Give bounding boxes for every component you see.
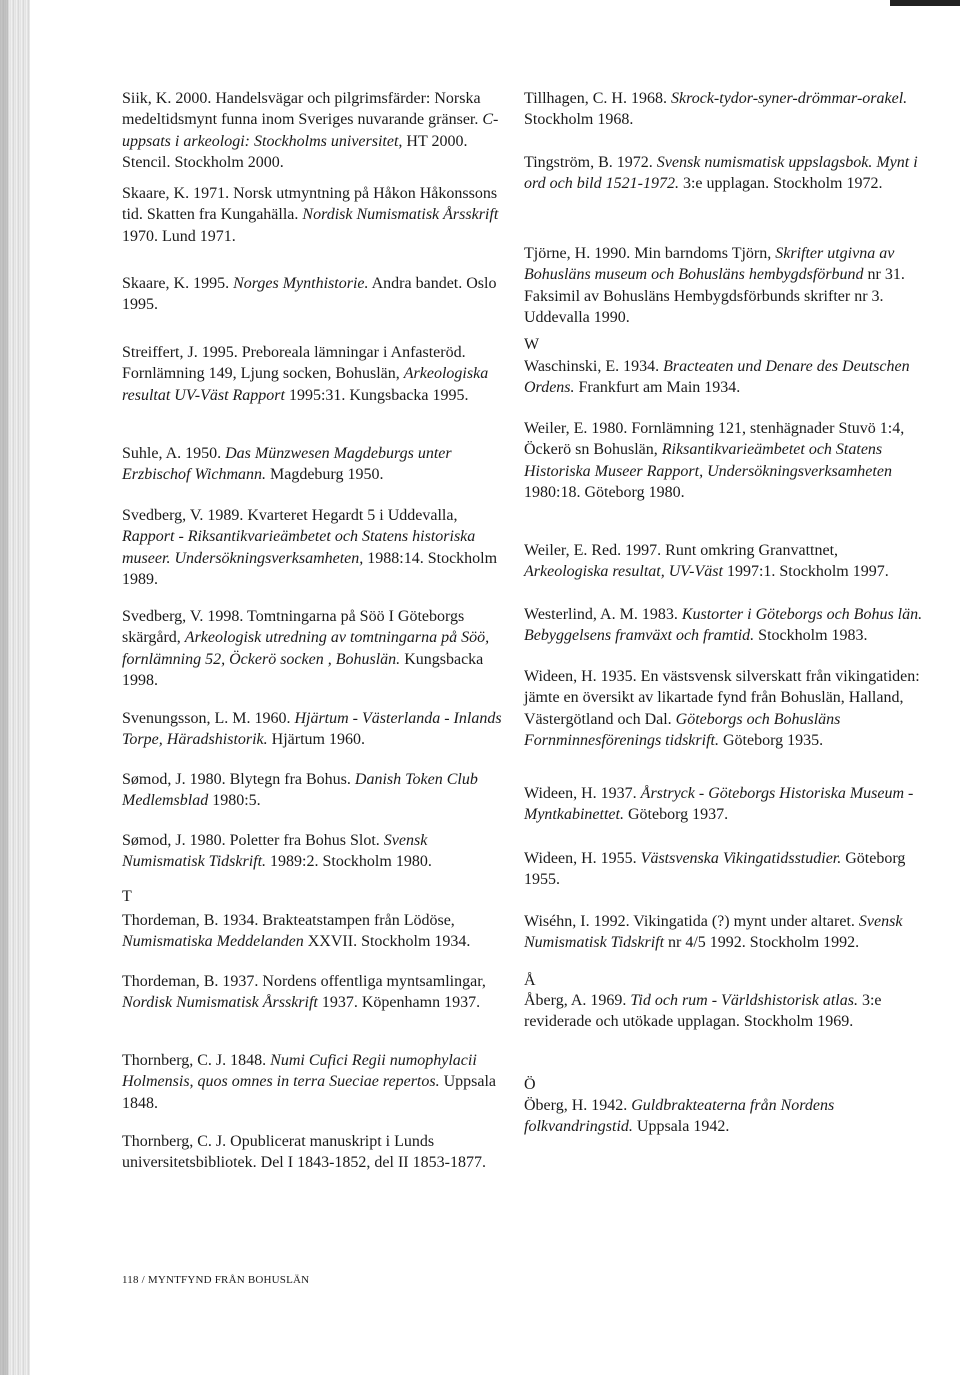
entry-title-italic: Göteborgs och Bohusläns Fornminnesförenings tidskrift. <box>524 710 841 749</box>
entry-text: Frankfurt am Main 1934. <box>574 379 741 397</box>
entry-text: 1937. Köpenhamn 1937. <box>317 994 481 1012</box>
entry-text: Uppsala 1942. <box>632 1118 730 1136</box>
entry-text: Andra bandet. Oslo 1995. <box>122 275 497 314</box>
entry-text: XXVII. Stockholm 1934. <box>303 933 471 951</box>
entry-title-italic: Nordisk Numismatisk Årsskrift <box>302 206 499 224</box>
entry-text: 1988:14. Stockholm 1989. <box>122 549 498 588</box>
entry-title-italic: Västsvenska Vikingatidsstudier. <box>640 850 842 867</box>
bibliography-entry <box>122 606 502 691</box>
section-letter: T <box>122 888 132 905</box>
section-letter: Å <box>524 972 536 989</box>
entry-title-italic: Hjärtum - Västerlanda - Inlands Torpe, Häradshistorik. <box>122 710 502 749</box>
bibliography-entry <box>524 418 924 503</box>
entry-text: Tjörne, H. 1990. Min barndoms Tjörn, <box>524 245 776 262</box>
entry-title-italic: Das Münzwesen Magdeburgs unter Erzbischof Wichmann. <box>122 445 452 484</box>
entry-title-italic: Nordisk Numismatisk Årsskrift <box>122 994 318 1012</box>
entry-title-italic: Norges Mynthistorie. <box>233 275 369 292</box>
bibliography-entry <box>122 183 502 247</box>
entry-title-italic: Numismatiska Meddelanden <box>122 933 304 951</box>
scan-edge-dark-strip <box>0 0 8 1375</box>
entry-text: Thordeman, B. 1937. Nordens offentliga myntsamlingar, <box>122 973 486 990</box>
bibliography-entry <box>122 971 502 1014</box>
entry-title-italic: Svensk numismatisk uppslagsbok. Mynt i ord och bild 1521-1972. <box>524 154 918 193</box>
entry-text: 3:e reviderade och utökade upplagan. Stockholm 1969. <box>524 992 882 1031</box>
entry-text: 1997:1. Stockholm 1997. <box>722 563 889 581</box>
entry-text: HT 2000. Stencil. Stockholm 2000. <box>122 132 468 171</box>
entry-title-italic: Arkeologiska resultat, UV-Väst <box>524 563 723 581</box>
entry-text: Wideen, H. 1937. <box>524 785 641 802</box>
entry-text: Suhle, A. 1950. <box>122 445 226 462</box>
entry-text: nr 4/5 1992. Stockholm 1992. <box>664 934 860 952</box>
entry-text: Weiler, E. Red. 1997. Runt omkring Granvattnet, <box>524 542 839 559</box>
entry-text: Kungsbacka 1998. <box>122 650 484 689</box>
bibliography-entry <box>122 1131 502 1174</box>
bibliography-entry <box>122 273 502 316</box>
bibliography-entry <box>122 443 502 486</box>
entry-title-italic: Arkeologisk utredning av tomtningarna på Söö, fornlämning 52, Öckerö socken , Bohuslän. <box>122 629 490 668</box>
bibliography-entry <box>524 88 924 131</box>
entry-text: Thordeman, B. 1934. Brakteatstampen från Lödöse, <box>122 912 455 929</box>
page-footer: 118 / MYNTFYND FRÅN BOHUSLÄN <box>122 1274 310 1286</box>
scan-corner-mark <box>890 0 960 6</box>
entry-title-italic: C-uppsats i arkeologi: Stockholms universitet, <box>122 111 499 150</box>
entry-text: Wideen, H. 1955. <box>524 850 641 867</box>
bibliography-entry <box>524 356 924 399</box>
bibliography-entry <box>122 708 502 751</box>
entry-title-italic: Skrock-tydor-syner-drömmar-orakel. <box>670 90 908 107</box>
entry-title-italic: Svensk Numismatisk Tidskrift <box>524 913 903 952</box>
entry-text: 1980:5. <box>208 792 261 810</box>
entry-title-italic: Riksantikvarieämbetet och Statens Historiska Museer Rapport, Undersökningsverksamheten <box>524 441 892 480</box>
bibliography-entry <box>524 604 924 647</box>
bibliography-entry <box>524 783 924 826</box>
entry-text: Tillhagen, C. H. 1968. <box>524 90 671 107</box>
bibliography-entry <box>122 88 502 173</box>
bibliography-entry <box>524 1095 924 1138</box>
entry-title-italic: Svensk Numismatisk Tidskrift. <box>122 832 428 871</box>
entry-text: Göteborg 1935. <box>718 731 824 749</box>
entry-text: Streiffert, J. 1995. Preboreala lämningar i Anfasteröd. Fornlämning 149, Ljung socken, Bohuslän, <box>122 344 466 383</box>
entry-text: Hjärtum 1960. <box>267 731 365 749</box>
entry-text: Weiler, E. 1980. Fornlämning 121, stenhägnader Stuvö 1:4, Öckerö sn Bohuslän, <box>524 420 905 459</box>
entry-title-italic: Rapport - Riksantikvarieämbetet och Statens historiska museer. Undersökningsverksamheten, <box>122 528 476 567</box>
entry-text: Stockholm 1983. <box>754 627 868 645</box>
bibliography-entry <box>122 910 502 953</box>
section-letter: W <box>524 336 540 353</box>
entry-text: 1980:18. Göteborg 1980. <box>524 483 685 501</box>
entry-text: Stockholm 1968. <box>524 111 634 129</box>
entry-text: Siik, K. 2000. Handelsvägar och pilgrimsfärder: Norska medeltidsmynt funna inom Sveriges nuvarande gränser. <box>122 90 483 129</box>
bibliography-entry <box>122 769 502 812</box>
entry-text: Magdeburg 1950. <box>266 466 384 484</box>
entry-text: Skaare, K. 1971. Norsk utmyntning på Håkon Håkonssons tid. Skatten fra Kungahälla. <box>122 185 498 224</box>
entry-text: Tingström, B. 1972. <box>524 154 657 171</box>
entry-text: 1995:31. Kungsbacka 1995. <box>284 386 469 404</box>
entry-title-italic: Numi Cufici Regii numophylacii Holmensis, quos omnes in terra Sueciae repertos. <box>122 1052 477 1091</box>
entry-text: Sømod, J. 1980. Poletter fra Bohus Slot. <box>122 832 384 849</box>
entry-title-italic: Skrifter utgivna av Bohusläns museum och Bohusläns hembygdsförbund <box>524 245 895 284</box>
entry-text: Skaare, K. 1995. <box>122 275 234 292</box>
entry-text: Westerlind, A. M. 1983. <box>524 606 682 623</box>
entry-text: Göteborg 1937. <box>623 806 729 824</box>
entry-text: Sømod, J. 1980. Blytegn fra Bohus. <box>122 771 355 788</box>
entry-text: Waschinski, E. 1934. <box>524 358 664 375</box>
entry-text: 1970. Lund 1971. <box>122 227 236 245</box>
bibliography-entry <box>524 540 924 583</box>
entry-title-italic: Arkeologiska resultat UV-Väst Rapport <box>122 365 489 404</box>
bibliography-entry <box>524 666 924 751</box>
entry-text: Wiséhn, I. 1992. Vikingatida (?) mynt under altaret. <box>524 913 859 930</box>
bibliography-entry <box>524 152 924 195</box>
entry-title-italic: Kustorter i Göteborgs och Bohus län. Bebyggelsens framväxt och framtid. <box>524 606 923 645</box>
bibliography-entry <box>524 911 924 954</box>
entry-text: Wideen, H. 1935. En västsvensk silverskatt från vikingatiden: jämte en översikt av likartade fynd från Bohuslän, Halland, Västergötland och Dal. <box>524 668 920 728</box>
bibliography-entry <box>122 505 502 590</box>
entry-text: Öberg, H. 1942. <box>524 1097 632 1114</box>
entry-title-italic: Guldbrakteaterna från Nordens folkvandringstid. <box>524 1097 835 1136</box>
entry-title-italic: Årstryck - Göteborgs Historiska Museum - Myntkabinettet. <box>524 785 914 824</box>
section-letter: Ö <box>524 1076 536 1093</box>
entry-title-italic: Bracteaten und Denare des Deutschen Ordens. <box>524 358 910 397</box>
entry-text: Svedberg, V. 1989. Kvarteret Hegardt 5 i Uddevalla, <box>122 507 458 524</box>
bibliography-entry <box>524 990 924 1033</box>
entry-text: Thornberg, C. J. 1848. <box>122 1052 271 1069</box>
entry-text: Göteborg 1955. <box>524 850 906 889</box>
bibliography-entry <box>524 848 924 891</box>
entry-text: 1989:2. Stockholm 1980. <box>266 853 432 871</box>
entry-text: Thornberg, C. J. Opublicerat manuskript i Lunds universitetsbibliotek. Del I 1843-1852, del II 1853-1877. <box>122 1133 486 1172</box>
bibliography-entry <box>524 243 924 328</box>
bibliography-entry <box>122 342 502 406</box>
entry-text: nr 31. Faksimil av Bohusläns Hembygdsförbunds skrifter nr 3. Uddevalla 1990. <box>524 266 905 326</box>
bibliography-entry <box>122 830 502 873</box>
entry-title-italic: Tid och rum - Världshistorisk atlas. <box>630 992 858 1009</box>
entry-text: Åberg, A. 1969. <box>524 992 631 1009</box>
bibliography-entry <box>122 1050 502 1114</box>
entry-text: Svedberg, V. 1998. Tomtningarna på Söö I Göteborgs skärgård, <box>122 608 465 647</box>
entry-text: Uppsala 1848. <box>122 1073 497 1112</box>
entry-title-italic: Danish Token Club Medlemsblad <box>122 771 478 810</box>
entry-text: Svenungsson, L. M. 1960. <box>122 710 295 727</box>
entry-text: 3:e upplagan. Stockholm 1972. <box>678 175 883 193</box>
